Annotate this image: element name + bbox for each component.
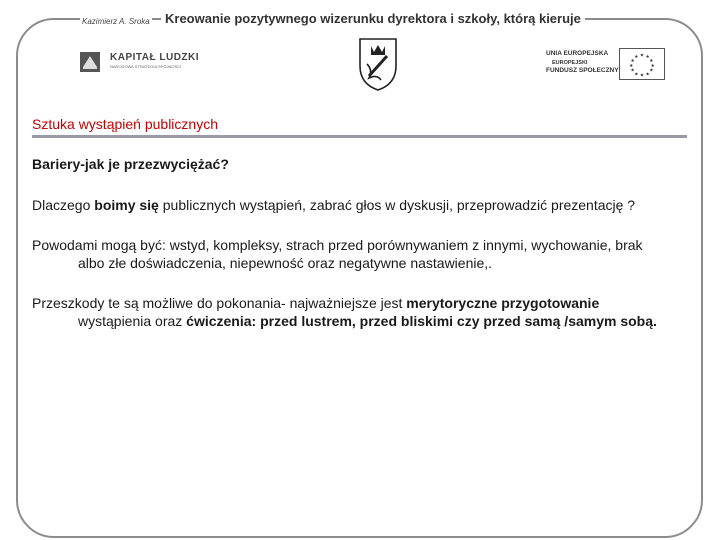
question-heading: Bariery-jak je przezwyciężać? [32,156,229,172]
slide-frame [16,18,703,538]
header-title: Kreowanie pozytywnego wizerunku dyrektora i szkoły, którą kieruje [161,11,585,26]
svg-text:★: ★ [639,73,645,79]
paragraph-obstacles [32,294,682,330]
paragraph-reasons [32,236,682,272]
eu-logo-text [546,50,619,76]
p4-text-bold-1: merytoryczne przygotowanie [406,295,600,311]
p4-text-a: Przeszkody te są możliwe do pokonania- najważniejsze jest [32,295,407,311]
p3-line-2: albo złe doświadczenia, niepewność oraz negatywne nastawienie,. [78,255,493,271]
eu-line-1: UNIA EUROPEJSKA [546,50,609,57]
svg-text:★: ★ [629,63,634,69]
svg-text:★: ★ [645,55,650,60]
kapital-ludzki-name: KAPITAŁ LUDZKI [110,52,200,63]
eu-line-3: FUNDUSZ SPOŁECZNY [546,67,619,74]
kapital-ludzki-logo [80,50,200,76]
eu-line-2: EUROPEJSKI [552,59,588,66]
p3-line-1: Powodami mogą być: wstyd, kompleksy, strach przed porównywaniem z innymi, wychowanie, brak [32,237,643,253]
section-title: Sztuka wystąpień publicznych [32,116,218,132]
p4-text-c: wystąpienia oraz [78,313,187,329]
svg-text:★: ★ [649,68,654,74]
kapital-ludzki-subtitle: NARODOWA STRATEGIA SPÓJNOŚCI [110,64,182,69]
svg-text:★: ★ [649,59,654,65]
p2-text-a: Dlaczego [32,197,95,213]
svg-text:★: ★ [634,55,639,60]
svg-text:★: ★ [639,53,645,59]
paragraph-why [32,196,682,214]
kapital-ludzki-icon [80,52,100,72]
title-divider [32,135,687,138]
svg-text:★: ★ [630,59,635,65]
p2-text-bold: boimy się [94,197,159,213]
p4-text-bold-2: ćwiczenia: przed lustrem, przed bliskimi czy przed samą /samym sobą. [186,313,657,329]
eu-flag-icon [619,48,665,80]
svg-text:★: ★ [650,63,655,69]
school-crest-icon [357,36,399,92]
svg-text:★: ★ [645,72,650,78]
p2-text-c: publicznych wystąpień, zabrać głos w dyskusji, przeprowadzić prezentację ? [158,197,636,213]
svg-text:★: ★ [630,68,635,74]
svg-text:★: ★ [634,72,639,78]
author-name: Kazimierz A. Sroka [82,17,150,26]
